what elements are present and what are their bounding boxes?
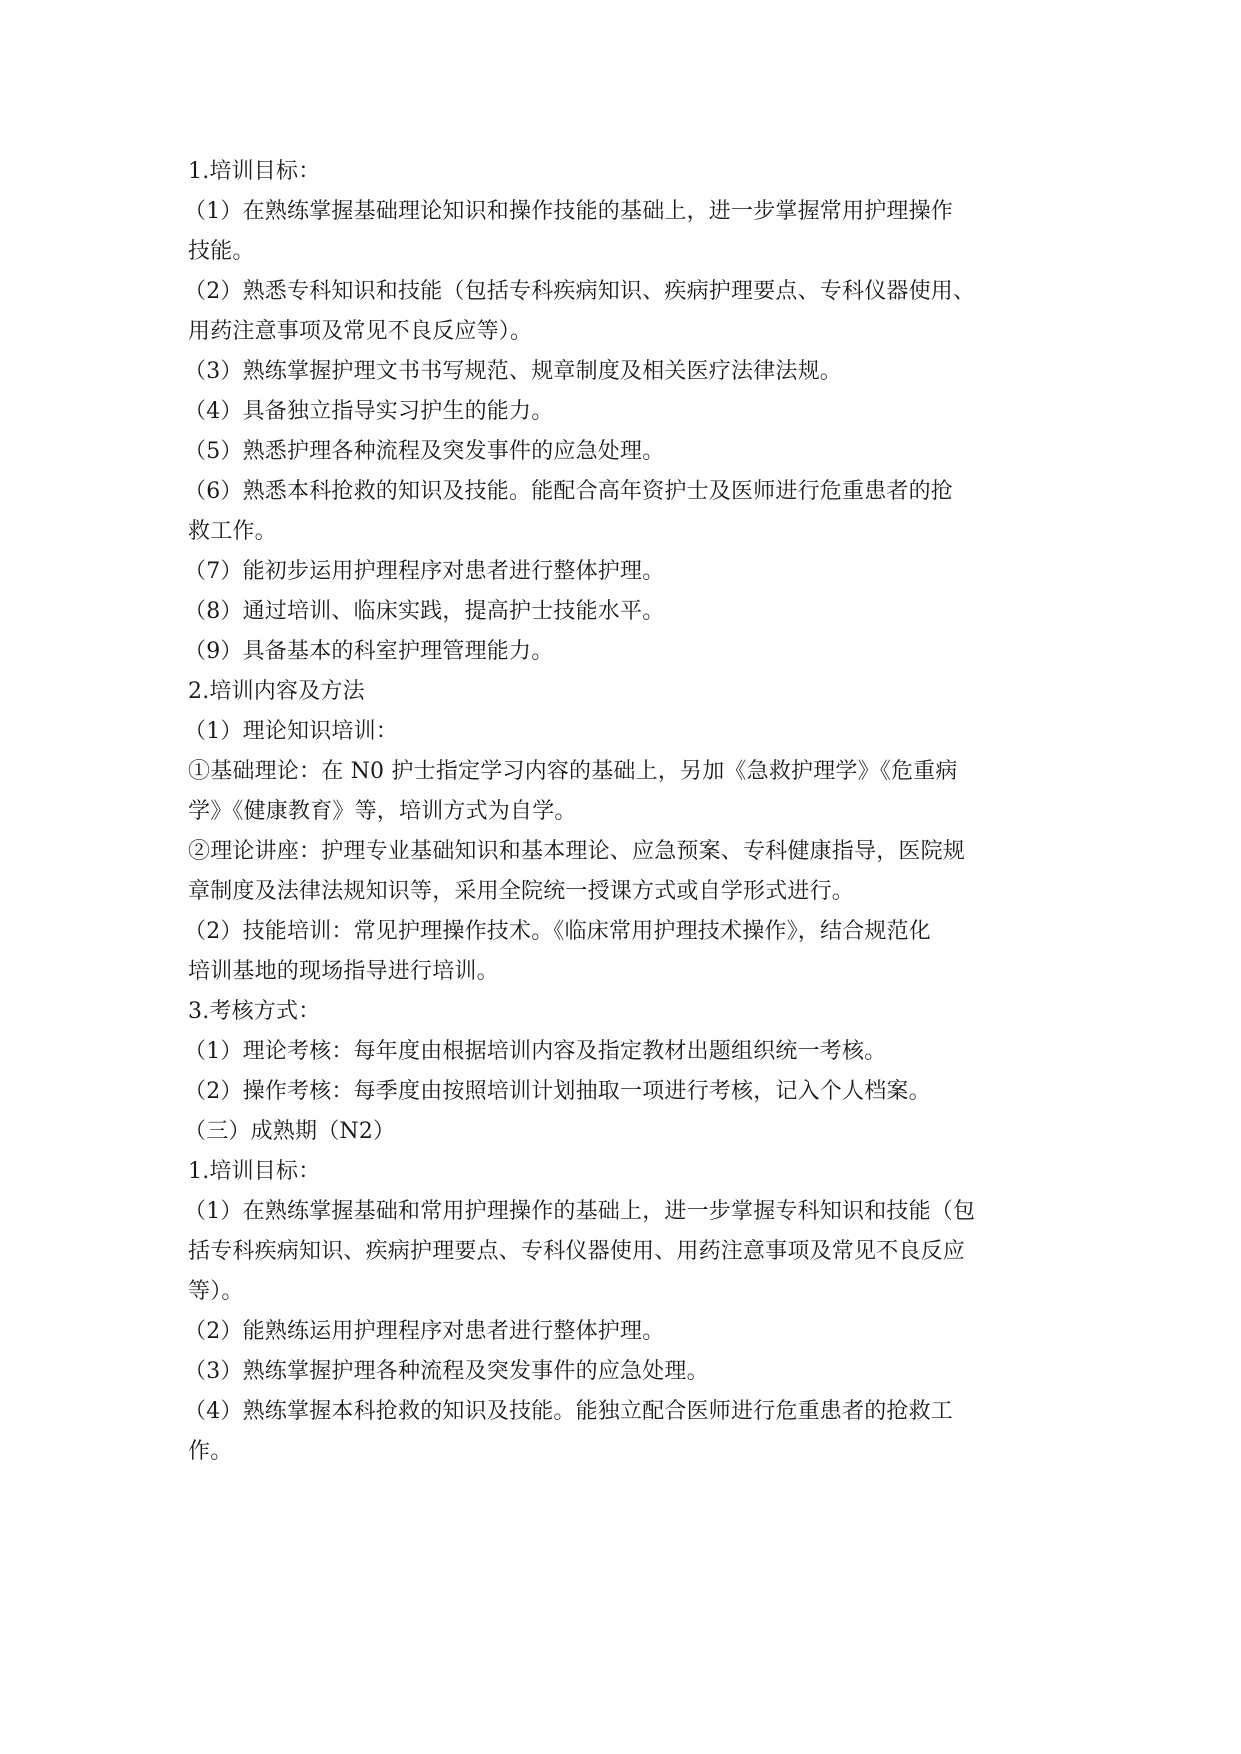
list-item: （2）熟悉专科知识和技能（包括专科疾病知识、疾病护理要点、专科仪器使用、 (184, 279, 976, 304)
list-item-continuation: 救工作。 (188, 519, 277, 544)
list-item: （1）理论考核：每年度由根据培训内容及指定教材出题组织统一考核。 (184, 1039, 887, 1064)
list-item: ①基础理论：在 N0 护士指定学习内容的基础上，另加《急救护理学》《危重病 (188, 759, 958, 784)
list-item-continuation: 作。 (188, 1439, 233, 1464)
heading-training-goals: 1.培训目标： (188, 1159, 321, 1184)
list-item: （2）操作考核：每季度由按照培训计划抽取一项进行考核，记入个人档案。 (184, 1079, 931, 1104)
list-item: （4）熟练掌握本科抢救的知识及技能。能独立配合医师进行危重患者的抢救工 (184, 1399, 953, 1424)
list-item: （1）在熟练掌握基础理论知识和操作技能的基础上，进一步掌握常用护理操作 (184, 199, 953, 224)
list-item: （5）熟悉护理各种流程及突发事件的应急处理。 (184, 439, 665, 464)
list-item: （3）熟练掌握护理各种流程及突发事件的应急处理。 (184, 1359, 709, 1384)
list-item-continuation: 用药注意事项及常见不良反应等）。 (188, 319, 533, 344)
list-item: （2）能熟练运用护理程序对患者进行整体护理。 (184, 1319, 665, 1344)
list-item: ②理论讲座：护理专业基础知识和基本理论、应急预案、专科健康指导，医院规 (188, 839, 966, 864)
list-item: （9）具备基本的科室护理管理能力。 (184, 639, 554, 664)
heading-training-content: 2.培训内容及方法 (188, 679, 365, 704)
list-item: （4）具备独立指导实习护生的能力。 (184, 399, 554, 424)
heading-training-goals: 1.培训目标： (188, 159, 321, 184)
list-item: （1）在熟练掌握基础和常用护理操作的基础上，进一步掌握专科知识和技能（包 (184, 1199, 976, 1224)
list-item: （3）熟练掌握护理文书书写规范、规章制度及相关医疗法律法规。 (184, 359, 842, 384)
list-item-continuation: 培训基地的现场指导进行培训。 (188, 959, 499, 984)
list-item-continuation: 括专科疾病知识、疾病护理要点、专科仪器使用、用药注意事项及常见不良反应 (188, 1239, 966, 1264)
list-item-continuation: 学》《健康教育》等，培训方式为自学。 (188, 799, 577, 824)
document-body (184, 152, 1058, 1472)
list-item: （2）技能培训：常见护理操作技术。《临床常用护理技术操作》，结合规范化 (184, 919, 931, 944)
list-item: （7）能初步运用护理程序对患者进行整体护理。 (184, 559, 665, 584)
list-item: （1）理论知识培训： (184, 719, 398, 744)
list-item-continuation: 技能。 (188, 239, 255, 264)
list-item: （8）通过培训、临床实践，提高护士技能水平。 (184, 599, 665, 624)
list-item: （6）熟悉本科抢救的知识及技能。能配合高年资护士及医师进行危重患者的抢 (184, 479, 953, 504)
list-item-continuation: 章制度及法律法规知识等，采用全院统一授课方式或自学形式进行。 (188, 879, 855, 904)
heading-assessment: 3.考核方式： (188, 999, 321, 1024)
section-heading-n2: （三）成熟期（N2） (184, 1119, 396, 1144)
list-item-continuation: 等）。 (188, 1279, 244, 1304)
